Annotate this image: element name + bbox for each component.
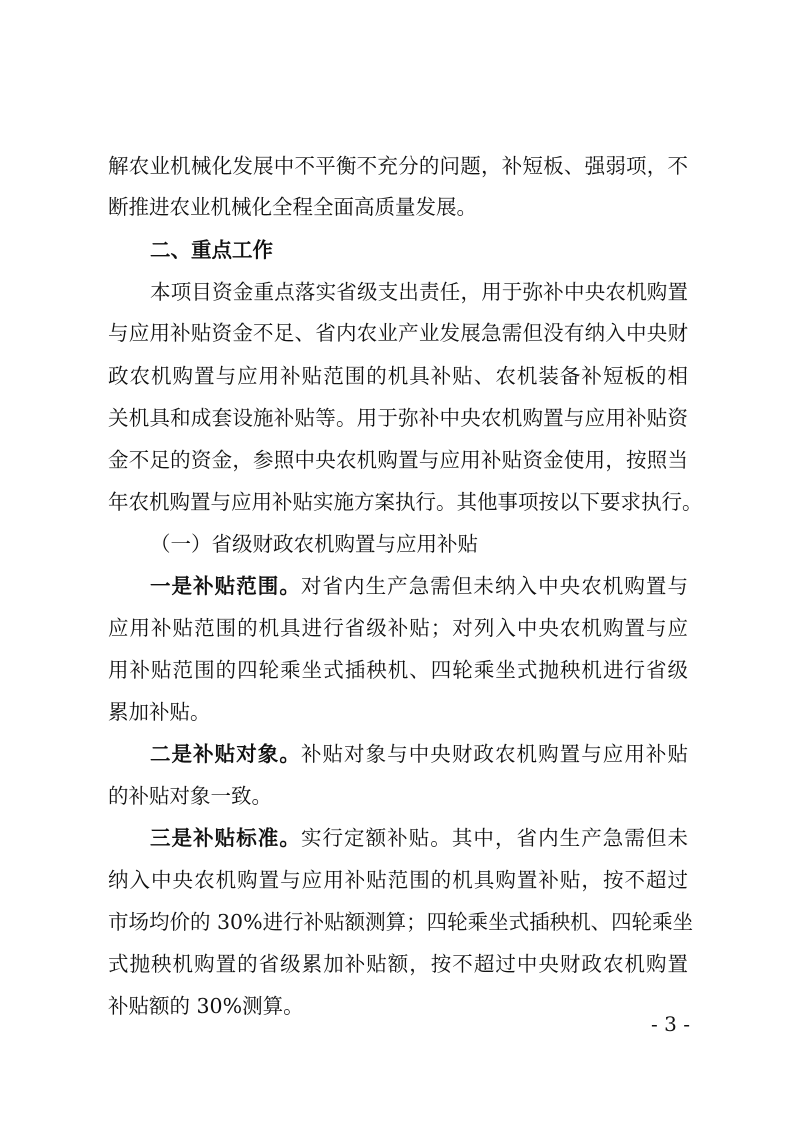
paragraph-text: 对省内生产急需但未纳入中央农机购置与 <box>300 574 688 598</box>
body-line: 应用补贴范围的机具进行省级补贴；对列入中央农机购置与应 <box>108 616 688 640</box>
subsection-heading: （一）省级财政农机购置与应用补贴 <box>150 532 478 556</box>
body-line: 市场均价的 30%进行补贴额测算；四轮乘坐式插秧机、四轮乘坐 <box>108 910 694 934</box>
body-line: 金不足的资金，参照中央农机购置与应用补贴资金使用，按照当 <box>108 448 688 472</box>
paragraph-lead: 三是补贴标准。 <box>150 826 301 850</box>
body-line: 补贴额的 30%测算。 <box>108 994 304 1018</box>
section-heading: 二、重点工作 <box>150 238 273 262</box>
body-line: 解农业机械化发展中不平衡不充分的问题，补短板、强弱项，不 <box>108 154 688 178</box>
body-line: 年农机购置与应用补贴实施方案执行。其他事项按以下要求执行。 <box>108 490 703 514</box>
paragraph-lead: 一是补贴范围。 <box>150 574 301 598</box>
body-line: 关机具和成套设施补贴等。用于弥补中央农机购置与应用补贴资 <box>108 406 688 430</box>
page-number: - 3 - <box>651 1012 690 1036</box>
body-line <box>150 572 688 600</box>
body-line: 累加补贴。 <box>108 700 211 724</box>
body-line: 与应用补贴资金不足、省内农业产业发展急需但没有纳入中央财 <box>108 321 688 345</box>
body-line: 纳入中央农机购置与应用补贴范围的机具购置补贴，按不超过 <box>108 868 688 892</box>
body-line <box>150 824 688 852</box>
paragraph-lead: 二是补贴对象。 <box>150 742 301 766</box>
body-line: 政农机购置与应用补贴范围的机具补贴、农机装备补短板的相 <box>108 364 688 388</box>
body-line: 式抛秧机购置的省级累加补贴额，按不超过中央财政农机购置 <box>108 952 688 976</box>
body-line: 的补贴对象一致。 <box>108 784 272 808</box>
body-line: 本项目资金重点落实省级支出责任，用于弥补中央农机购置 <box>150 280 688 304</box>
body-line: 断推进农业机械化全程全面高质量发展。 <box>108 195 477 219</box>
paragraph-text: 实行定额补贴。其中，省内生产急需但未 <box>300 826 688 850</box>
body-line <box>150 740 688 768</box>
body-line: 用补贴范围的四轮乘坐式插秧机、四轮乘坐式抛秧机进行省级 <box>108 658 688 682</box>
paragraph-text: 补贴对象与中央财政农机购置与应用补贴 <box>300 742 688 766</box>
